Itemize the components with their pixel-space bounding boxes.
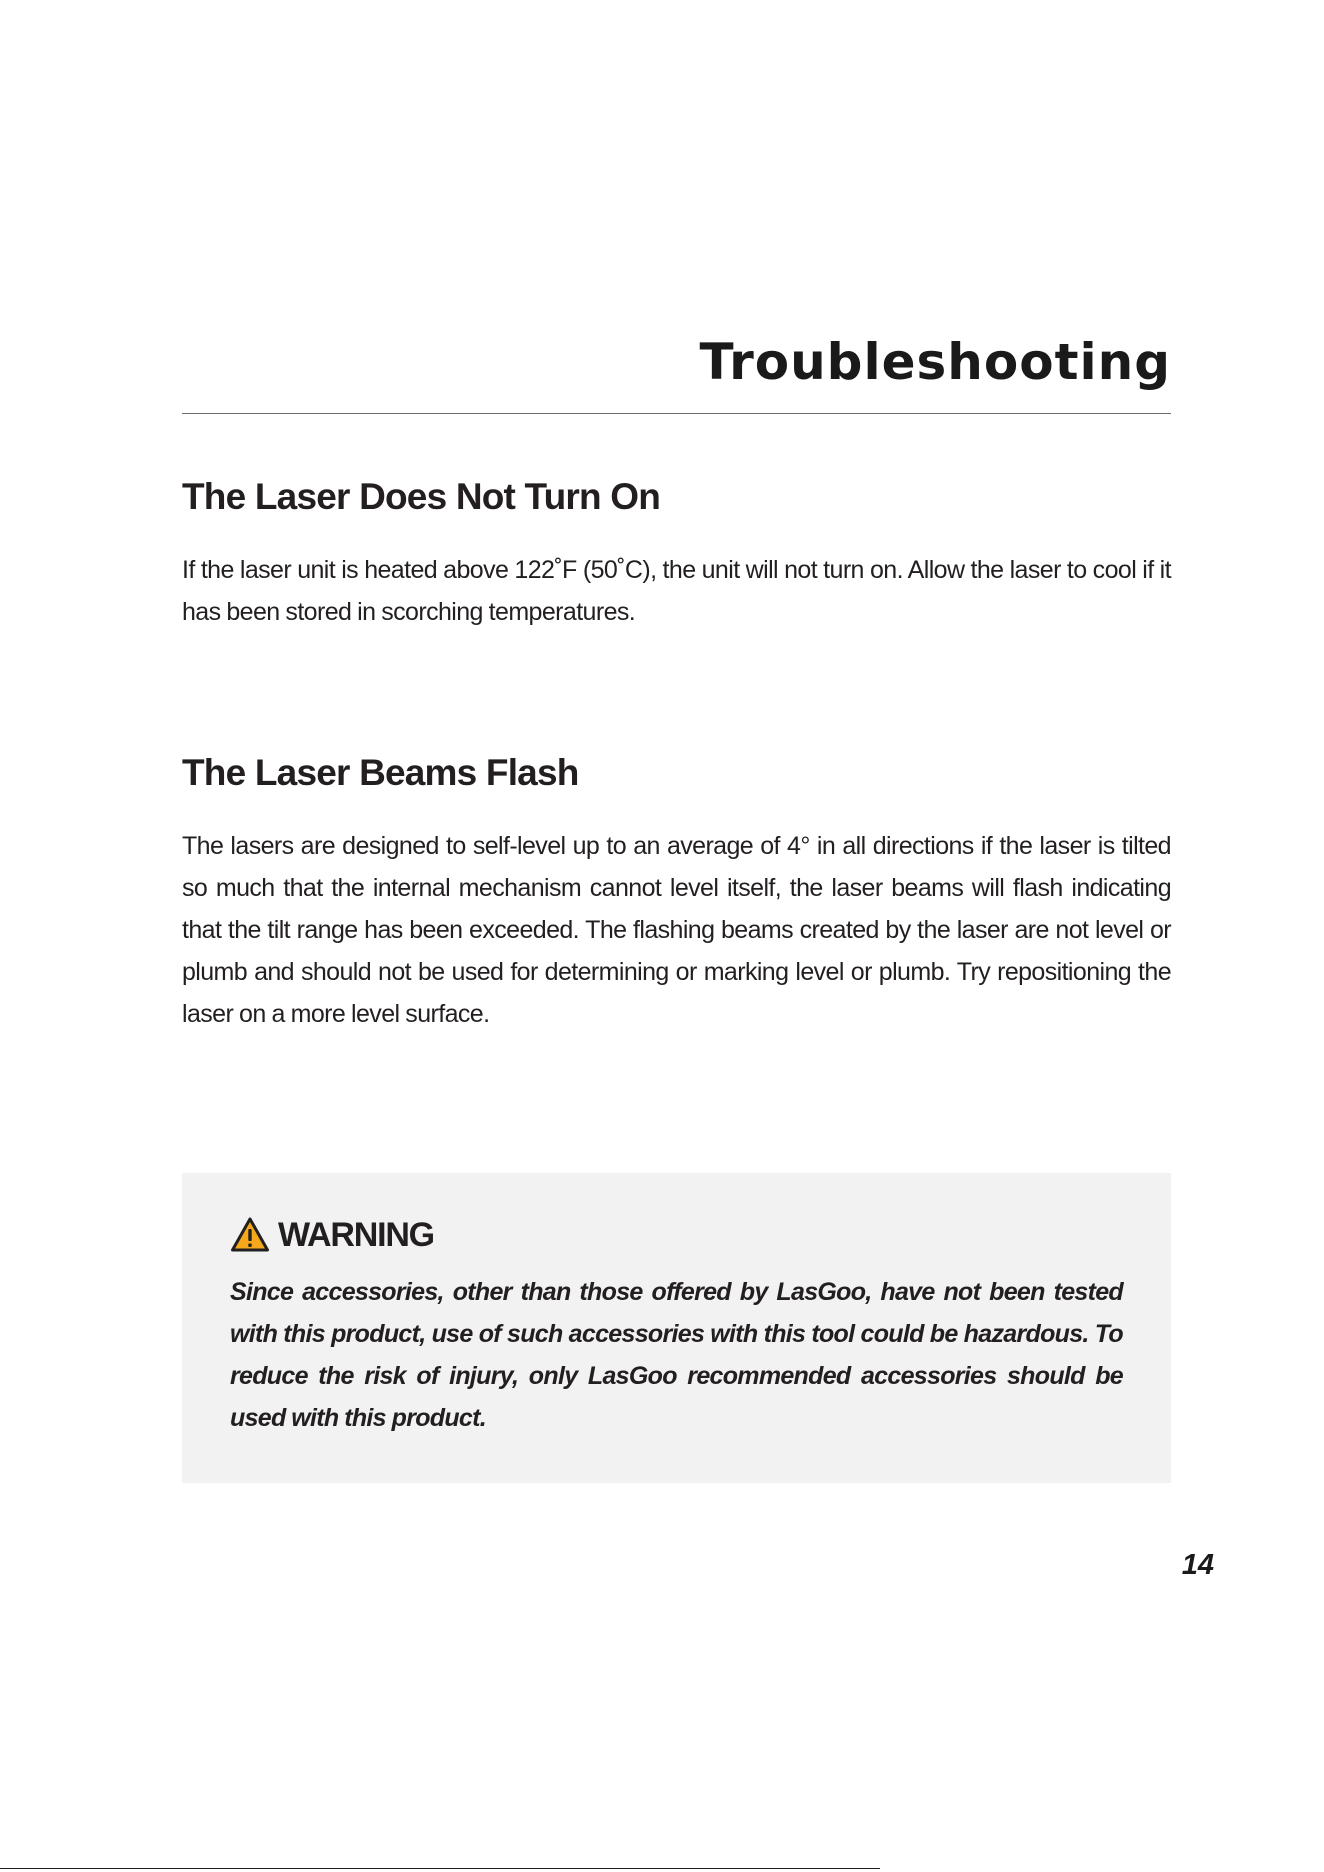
- section-heading: The Laser Does Not Turn On: [182, 476, 661, 517]
- section-laser-beams-flash: [182, 750, 1171, 1035]
- section-heading: The Laser Beams Flash: [182, 752, 579, 793]
- page-number: 14: [1181, 1549, 1214, 1581]
- warning-title: WARNING: [278, 1216, 434, 1254]
- bottom-edge-line: [0, 1868, 880, 1869]
- section-body: The lasers are designed to self-level up to an average of 4° in all directions if the laser is tilted so much that the internal mechanism cannot level itself, the laser beams will flash indicating that the tilt range has been exceeded. The flashing beams created by the laser are not level or plumb and should not be used for determining or marking level or plumb. Try repositioning the laser on a more level surface.: [182, 832, 1171, 1028]
- warning-box: [182, 1173, 1171, 1483]
- title-divider: [182, 413, 1171, 414]
- section-laser-does-not-turn-on: [182, 474, 1171, 633]
- warning-body: Since accessories, other than those offered by LasGoo, have not been tested with this product, use of such accessories with this tool could be hazardous. To reduce the risk of injury, only LasGoo recommended accessories should be used with this product.: [230, 1278, 1123, 1432]
- warning-triangle-icon: [230, 1216, 270, 1254]
- page-title: Troubleshooting: [699, 333, 1171, 391]
- warning-header: [230, 1213, 1123, 1257]
- section-body: If the laser unit is heated above 122˚F (50˚C), the unit will not turn on. Allow the laser to cool if it has been stored in scorching temperatures.: [182, 556, 1171, 626]
